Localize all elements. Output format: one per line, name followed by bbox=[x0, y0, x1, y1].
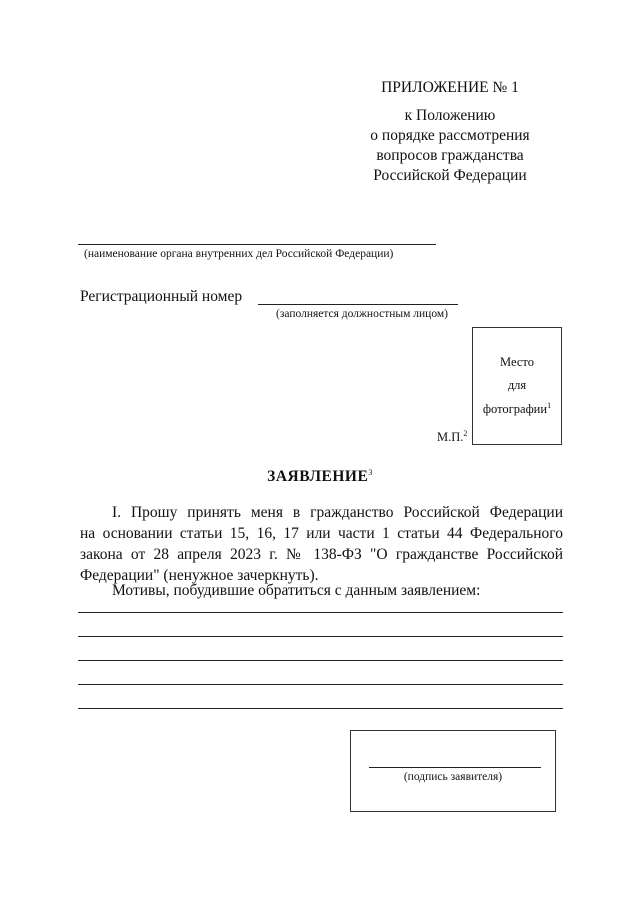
appendix-line: Российской Федерации bbox=[373, 167, 527, 184]
registration-caption: (заполняется должностным лицом) bbox=[276, 308, 448, 320]
motives-input-line[interactable] bbox=[78, 612, 563, 613]
statement-title: ЗАЯВЛЕНИЕ$^3$ bbox=[267, 468, 373, 486]
motives-input-line[interactable] bbox=[78, 660, 563, 661]
appendix-line: вопросов гражданства bbox=[376, 147, 524, 164]
authority-input-line[interactable] bbox=[78, 244, 436, 245]
photo-box bbox=[472, 327, 562, 445]
paragraph-line: Федерации" (ненужное зачеркнуть). bbox=[80, 567, 319, 584]
photo-footnote: 1 bbox=[547, 401, 552, 410]
registration-label: Регистрационный номер bbox=[80, 288, 243, 305]
motives-input-line[interactable] bbox=[78, 636, 563, 637]
stamp-footnote: 2 bbox=[463, 429, 468, 438]
appendix-line: о порядке рассмотрения bbox=[370, 127, 530, 144]
paragraph-line: I. Прошу принять меня в гражданство Российской Федерации bbox=[112, 504, 563, 521]
appendix-title: ПРИЛОЖЕНИЕ № 1 bbox=[381, 79, 519, 96]
photo-text-3: фотографии$^1$ bbox=[482, 401, 552, 417]
registration-input-line[interactable] bbox=[258, 304, 458, 305]
motives-input-line[interactable] bbox=[78, 708, 563, 709]
stamp-label: М.П.$^2$ bbox=[437, 429, 468, 445]
statement-paragraph bbox=[80, 502, 563, 586]
paragraph-line: закона от 28 апреля 2023 г. № 138-ФЗ "О гражданстве Российской bbox=[80, 546, 563, 563]
photo-text-1: Место bbox=[500, 355, 534, 369]
motives-input-line[interactable] bbox=[78, 684, 563, 685]
signature-caption: (подпись заявителя) bbox=[403, 771, 503, 783]
signature-box bbox=[350, 730, 556, 812]
signature-input-line[interactable] bbox=[369, 767, 541, 768]
motives-label: Мотивы, побудившие обратиться с данным заявлением: bbox=[112, 582, 481, 599]
paragraph-line: на основании статьи 15, 16, 17 или части 1 статьи 44 Федерального bbox=[80, 525, 563, 542]
photo-text-2: для bbox=[507, 378, 527, 392]
title-footnote: 3 bbox=[368, 468, 373, 477]
appendix-line: к Положению bbox=[404, 107, 496, 124]
authority-caption: (наименование органа внутренних дел Российской Федерации) bbox=[84, 248, 394, 260]
